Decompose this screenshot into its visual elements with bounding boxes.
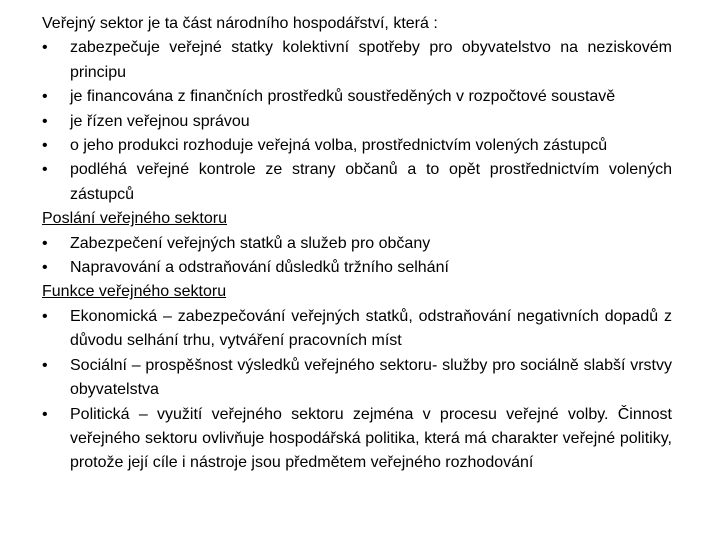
bullet-icon: •	[42, 356, 48, 374]
list-item	[42, 232, 672, 256]
list-item	[42, 403, 672, 476]
list-item-text: Politická – využití veřejného sektoru zejména v procesu veřejné volby. Činnost veřejného sektoru ovlivňuje hospodářská politika, která má charakter veřejné politiky, protože její cíle i nástroje jsou předmětem veřejného rozhodování	[70, 405, 672, 472]
list-item	[42, 158, 672, 207]
list-item-text: o jeho produkci rozhoduje veřejná volba, prostřednictvím volených zástupců	[70, 137, 608, 155]
intro-paragraph: Veřejný sektor je ta část národního hospodářství, která :	[42, 15, 438, 32]
bullet-icon: •	[42, 307, 48, 325]
list-item-text: Ekonomická – zabezpečování veřejných statků, odstraňování negativních dopadů z důvodu selhání trhu, vytváření pracovních míst	[70, 307, 672, 350]
document-body	[42, 12, 672, 476]
bullet-icon: •	[42, 161, 48, 179]
list-item-text: je financována z finančních prostředků soustředěných v rozpočtové soustavě	[70, 88, 616, 106]
functions-list	[42, 305, 672, 476]
bullet-icon: •	[42, 88, 48, 106]
list-item-text: podléhá veřejné kontrole ze strany občanů a to opět prostřednictvím volených zástupců	[70, 161, 672, 203]
list-item-text: zabezpečuje veřejné statky kolektivní spotřeby pro obyvatelstvo na neziskovém principu	[70, 39, 672, 81]
bullet-icon: •	[42, 259, 48, 277]
functions-heading: Funkce veřejného sektoru	[42, 283, 227, 301]
list-item	[42, 134, 672, 158]
list-item-text: Sociální – prospěšnost výsledků veřejného sektoru- služby pro sociálně slabší vrstvy obyvatelstva	[70, 356, 672, 399]
mission-list	[42, 232, 672, 281]
bullet-icon: •	[42, 112, 48, 130]
list-item-text: Zabezpečení veřejných statků a služeb pro občany	[70, 234, 431, 252]
list-item-text: Napravování a odstraňování důsledků tržního selhání	[70, 259, 449, 277]
list-item-text: je řízen veřejnou správou	[70, 112, 250, 130]
list-item	[42, 110, 672, 134]
list-item	[42, 305, 672, 354]
bullet-icon: •	[42, 234, 48, 252]
bullet-icon: •	[42, 405, 48, 423]
list-item	[42, 85, 672, 109]
intro-list	[42, 36, 672, 207]
list-item	[42, 354, 672, 403]
bullet-icon: •	[42, 39, 48, 57]
list-item	[42, 256, 672, 280]
bullet-icon: •	[42, 137, 48, 155]
list-item	[42, 36, 672, 85]
mission-heading: Poslání veřejného sektoru	[42, 210, 227, 228]
